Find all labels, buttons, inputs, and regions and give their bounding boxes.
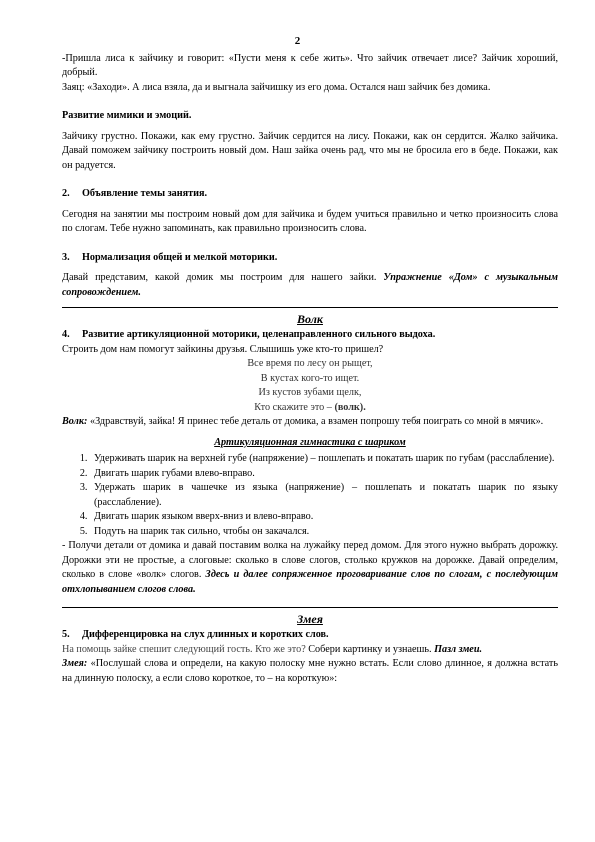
- poem-line: В кустах кого-то ищет.: [260, 372, 360, 384]
- zmeya-lead: [62, 643, 558, 657]
- section-2-number: 2.: [62, 188, 70, 200]
- mimika-text: Зайчику грустно. Покажи, как ему грустно. Зайчик сердится на лису. Покажи, как он сердится. Жалко зайчика. Давай поможем зайчику построить новый дом. Наш зайка очень рад, что мы не бросила его в беде. Покажи, как он радуется.: [62, 130, 558, 171]
- poem-line: Кто скажите это –: [254, 401, 335, 413]
- section-5-number: 5.: [62, 629, 70, 641]
- poem-line-last: [62, 401, 558, 415]
- zmeya-puzzle: Пазл змеи.: [434, 643, 483, 655]
- divider-volk: [62, 307, 558, 308]
- volk-closing-text: - Получи детали от домика и давай поставим волка на лужайку перед домом. Для этого нужно выбрать дорожку. Дорожки эти не простые, а слоговые: сколько в слове слогов, столько кружков на дорожке. Давай определим, сколько в слове «волк» слогов.: [62, 540, 558, 581]
- section-3-exercise: Упражнение «Дом» с музыкальным сопровождением.: [62, 272, 559, 298]
- divider-zmeya: [62, 607, 558, 608]
- section-4-title: Развитие артикуляционной моторики, целенаправленного сильного выдоха.: [82, 329, 436, 341]
- poem-line: Все время по лесу он рыщет,: [247, 358, 373, 370]
- list-item: 1. Удерживать шарик на верхней губе (напряжение) – пошлепать и покатать шарик по губам (расслабление).: [90, 452, 558, 466]
- section-3-number: 3.: [62, 251, 70, 263]
- page-number: 2: [294, 35, 301, 47]
- poem-line: Из кустов зубами щелк,: [258, 387, 362, 399]
- section-2-heading: [62, 187, 558, 201]
- volk-speech-text: «Здравствуй, зайка! Я принес тебе деталь от домика, а взамен попрошу тебя поиграть со мной в мячик».: [87, 416, 544, 428]
- intro-paragraph-1: -Пришла лиса к зайчику и говорит: «Пусти меня к себе жить». Что зайчик отвечает лисе? Зайчик хороший, добрый.: [62, 53, 558, 79]
- zmeya-speaker: Змея:: [62, 658, 88, 670]
- section-2-title: Объявление темы занятия.: [82, 188, 208, 200]
- zmeya-speech-text: «Послушай слова и определи, на какую полоску мне нужно встать. Если слово длинное, я должна встать на длинную полоску, а если слово короткое, то – на короткую»:: [62, 658, 558, 684]
- volk-speaker: Волк:: [62, 416, 88, 428]
- mimika-heading: Развитие мимики и эмоций.: [62, 110, 192, 122]
- section-5-heading: [62, 628, 558, 642]
- intro-paragraph-2: Заяц: «Заходи». А лиса взяла, да и выгнала зайчишку из его дома. Остался наш зайчик без домика.: [62, 81, 491, 93]
- zmeya-lead-text: Собери картинку и узнаешь.: [305, 643, 435, 655]
- volk-closing-note: Здесь и далее сопряженное проговаривание слов по слогам, с последующим отхлопыванием слогов слова.: [62, 569, 558, 595]
- list-item: 2. Двигать шарик губами влево-вправо.: [90, 467, 558, 481]
- zmeya-title: Змея: [297, 612, 323, 627]
- list-item: 5. Подуть на шарик так сильно, чтобы он закачался.: [90, 525, 558, 539]
- articulation-subheading: Артикуляционная гимнастика с шариком: [214, 436, 406, 448]
- articulation-steps: [62, 452, 558, 539]
- zmeya-lead-question: На помощь зайке спешит следующий гость. Кто же это?: [62, 643, 306, 655]
- volk-closing: [62, 539, 558, 597]
- zmeya-speech: [62, 657, 558, 686]
- volk-poem: [62, 357, 558, 415]
- section-3-heading: [62, 251, 558, 265]
- document-body: [62, 52, 558, 686]
- volk-speech: [62, 415, 558, 429]
- poem-answer: (волк).: [334, 401, 366, 413]
- section-5-title: Дифференцировка на слух длинных и коротких слов.: [82, 629, 329, 641]
- list-item: 4. Двигать шарик языком вверх-вниз и влево-вправо.: [90, 510, 558, 524]
- volk-lead: Строить дом нам помогут зайкины друзья. Слышишь уже кто-то пришел?: [62, 343, 384, 355]
- section-3-text: [62, 271, 558, 300]
- list-item: 3. Удержать шарик в чашечке из языка (напряжение) – пошлепать и покатать шарик по языку (расслабление).: [90, 481, 558, 510]
- section-3-title: Нормализация общей и мелкой моторики.: [82, 251, 278, 263]
- section-2-text: Сегодня на занятии мы построим новый дом для зайчика и будем учиться правильно и четко произносить слова по слогам. Тебе нужно запоминать, как правильно произносить слова.: [62, 208, 558, 235]
- section-4-heading: [62, 328, 558, 342]
- section-3-text-plain: Давай представим, какой домик мы построим для нашего зайки.: [62, 272, 384, 284]
- section-4-number: 4.: [62, 329, 70, 341]
- volk-title: Волк: [297, 312, 323, 327]
